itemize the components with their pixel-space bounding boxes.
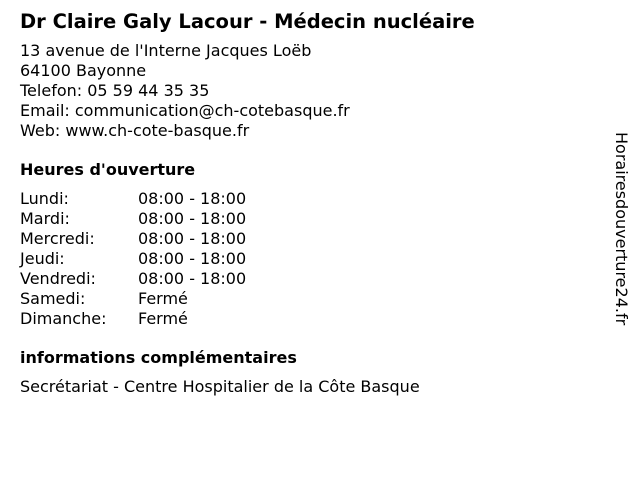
info-heading: informations complémentaires [20,348,297,367]
email-line: Email: communication@ch-cotebasque.fr [20,101,350,120]
web-line: Web: www.ch-cote-basque.fr [20,121,250,140]
hours-day: Lundi: [20,189,69,208]
hours-heading: Heures d'ouverture [20,160,196,179]
hours-row [20,189,246,209]
address-street: 13 avenue de l'Interne Jacques Loëb [20,41,312,60]
site-watermark [610,132,632,374]
hours-day: Mardi: [20,209,70,228]
hours-table [20,189,246,329]
hours-day: Mercredi: [20,229,95,248]
hours-day: Samedi: [20,289,86,308]
hours-time: 08:00 - 18:00 [138,249,247,268]
hours-time: Fermé [138,289,188,308]
hours-time: Fermé [138,309,188,328]
phone-line: Telefon: 05 59 44 35 35 [20,81,210,100]
hours-row [20,229,246,249]
hours-row [20,289,246,309]
hours-day: Jeudi: [20,249,65,268]
address-city: 64100 Bayonne [20,61,147,80]
hours-day: Vendredi: [20,269,96,288]
hours-time: 08:00 - 18:00 [138,209,247,228]
info-text: Secrétariat - Centre Hospitalier de la Côte Basque [20,377,420,396]
hours-time: 08:00 - 18:00 [138,189,247,208]
hours-time: 08:00 - 18:00 [138,229,247,248]
hours-row [20,209,246,229]
hours-day: Dimanche: [20,309,107,328]
hours-row [20,269,246,289]
page-title: Dr Claire Galy Lacour - Médecin nucléaire [20,10,475,33]
hours-time: 08:00 - 18:00 [138,269,247,288]
business-card [20,9,600,397]
hours-row [20,249,246,269]
watermark-text: Horairesdouverture24.fr [612,132,631,326]
hours-row [20,309,246,329]
